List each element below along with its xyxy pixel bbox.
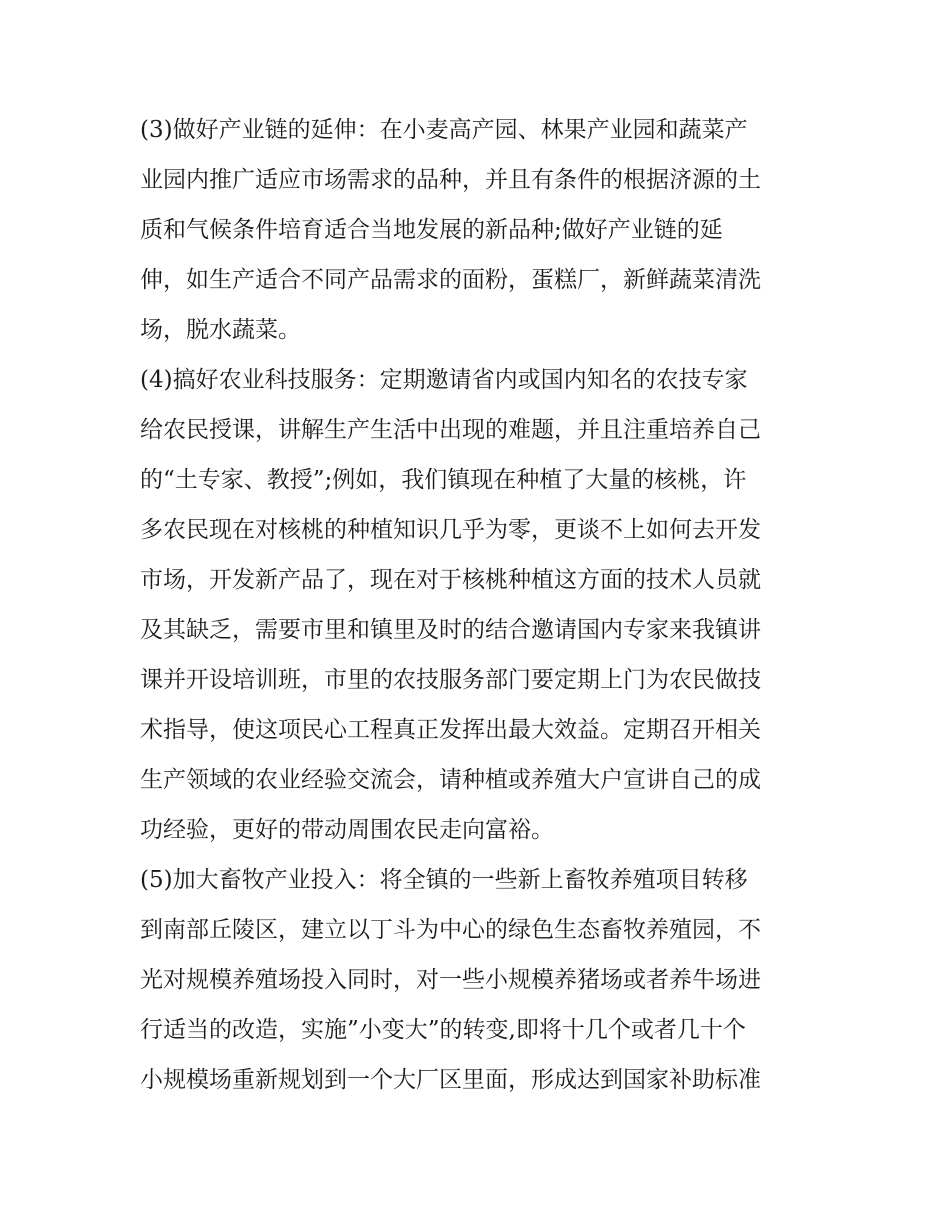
text-line: 功经验，更好的带动周围农民走向富裕。 bbox=[140, 817, 554, 843]
text-line: (3)做好产业链的延伸：在小麦高产园、林果产业园和蔬菜产 bbox=[140, 117, 748, 143]
text-line: 课并开设培训班，市里的农技服务部门要定期上门为农民做技 bbox=[140, 667, 761, 693]
text-line: 场，脱水蔬菜。 bbox=[140, 317, 301, 343]
text-line: 及其缺乏，需要市里和镇里及时的结合邀请国内专家来我镇讲 bbox=[140, 617, 761, 643]
text-line: 业园内推广适应市场需求的品种，并且有条件的根据济源的土 bbox=[140, 167, 761, 193]
text-line: 多农民现在对核桃的种植知识几乎为零，更谈不上如何去开发 bbox=[140, 517, 761, 543]
text-line: (4)搞好农业科技服务：定期邀请省内或国内知名的农技专家 bbox=[140, 367, 748, 393]
text-line: 的“土专家、教授”;例如，我们镇现在种植了大量的核桃，许 bbox=[140, 467, 747, 493]
text-line: 市场，开发新产品了，现在对于核桃种植这方面的技术人员就 bbox=[140, 567, 761, 593]
text-line: 行适当的改造，实施”小变大”的转变,即将十几个或者几十个 bbox=[140, 1017, 746, 1043]
text-line: 伸，如生产适合不同产品需求的面粉，蛋糕厂，新鲜蔬菜清洗 bbox=[140, 267, 761, 293]
text-line: (5)加大畜牧产业投入：将全镇的一些新上畜牧养殖项目转移 bbox=[140, 867, 748, 893]
text-line: 生产领域的农业经验交流会，请种植或养殖大户宣讲自己的成 bbox=[140, 767, 761, 793]
text-line: 小规模场重新规划到一个大厂区里面，形成达到国家补助标准 bbox=[140, 1067, 761, 1093]
text-line: 光对规模养殖场投入同时，对一些小规模养猪场或者养牛场进 bbox=[140, 967, 761, 993]
text-line: 质和气候条件培育适合当地发展的新品种;做好产业链的延 bbox=[140, 217, 723, 243]
text-line: 给农民授课，讲解生产生活中出现的难题，并且注重培养自己 bbox=[140, 417, 761, 443]
text-line: 术指导，使这项民心工程真正发挥出最大效益。定期召开相关 bbox=[140, 717, 761, 743]
text-line: 到南部丘陵区，建立以丁斗为中心的绿色生态畜牧养殖园，不 bbox=[140, 917, 761, 943]
